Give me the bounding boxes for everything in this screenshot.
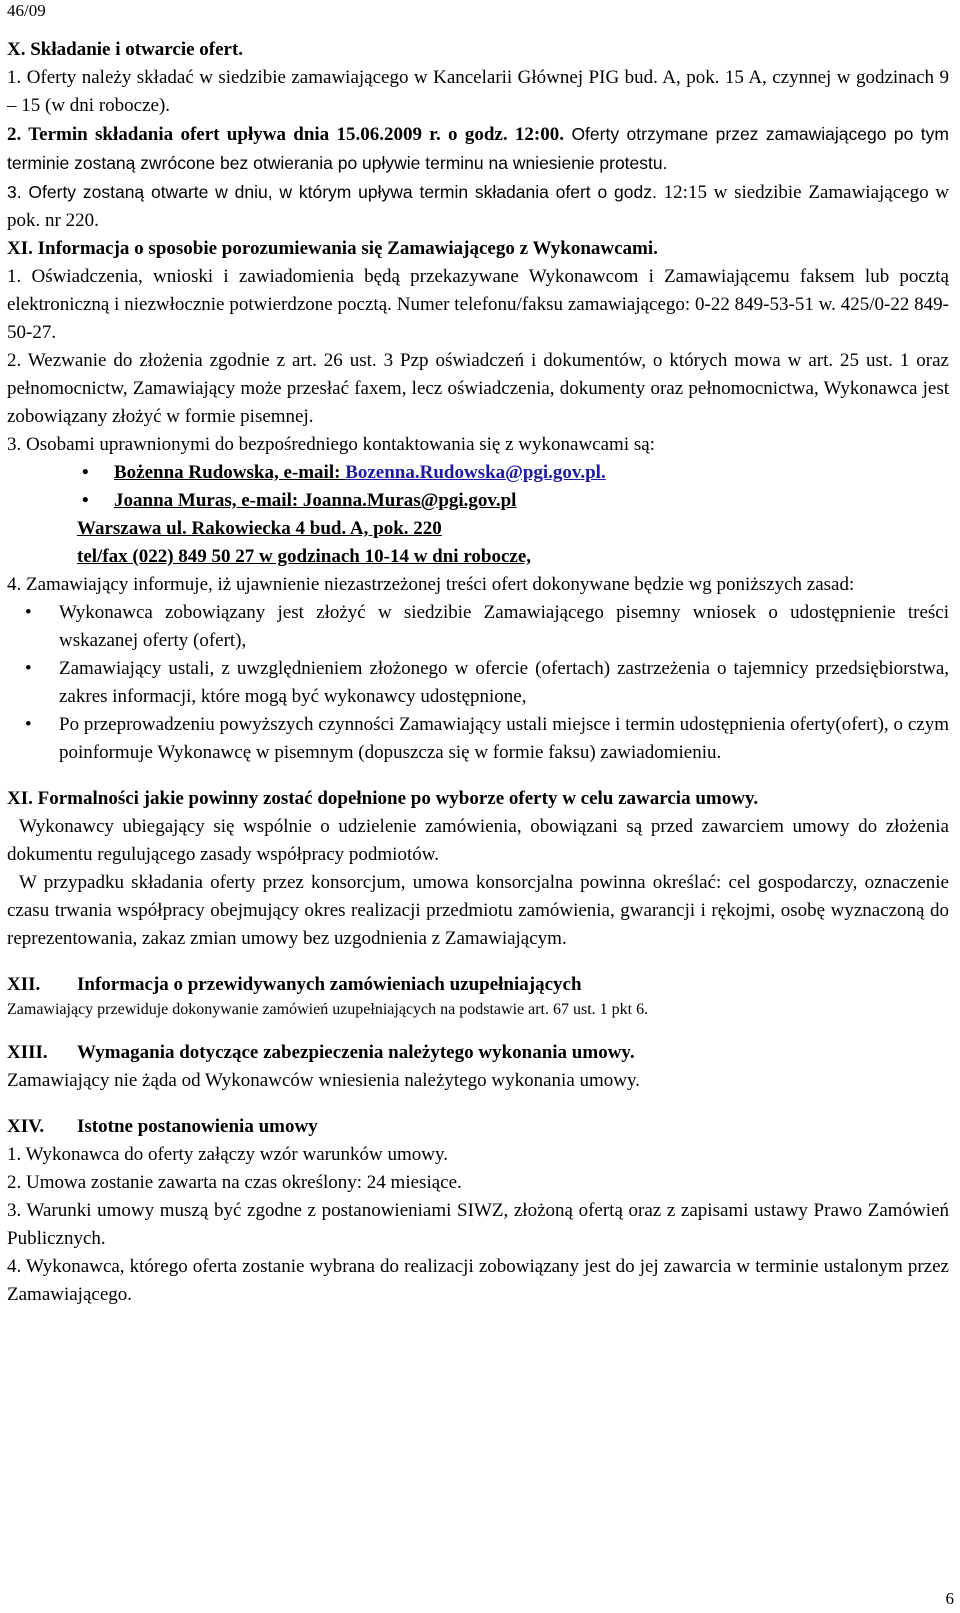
section-xiv-number: XIV. bbox=[7, 1116, 45, 1137]
contact-address: Warszawa ul. Rakowiecka 4 bud. A, pok. 220 bbox=[77, 518, 442, 539]
section-xiii-title: Wymagania dotyczące zabezpieczenia należytego wykonania umowy. bbox=[77, 1042, 635, 1063]
document-body bbox=[7, 36, 949, 1309]
bullet-icon: • bbox=[25, 714, 32, 735]
contact-phone: tel/fax (022) 849 50 27 w godzinach 10-14 w dni robocze, bbox=[77, 546, 532, 567]
section-xii-paragraph: Zamawiający przewiduje dokonywanie zamówień uzupełniających na podstawie art. 67 ust. 1 pkt 6. bbox=[7, 1001, 649, 1018]
contact-1-email-link[interactable]: Bozenna.Rudowska@pgi.gov.pl. bbox=[345, 462, 606, 483]
section-xi-heading: XI. Informacja o sposobie porozumiewania się Zamawiającego z Wykonawcami. bbox=[7, 238, 658, 259]
disclosure-rule-text: Wykonawca zobowiązany jest złożyć w siedzibie Zamawiającego pisemny wniosek o udostępnienie treści wskazanej oferty (ofert), bbox=[59, 602, 949, 651]
bullet-icon: • bbox=[82, 490, 89, 511]
contract-term-4: 4. Wykonawca, którego oferta zostanie wybrana do realizacji zobowiązany jest do jej zawarcia w terminie ustalonym przez Zamawiającego. bbox=[7, 1256, 949, 1305]
disclosure-rule-1 bbox=[7, 599, 949, 655]
section-x-item-3-rest: 12:15 w siedzibie Zamawiającego w pok. nr 220. bbox=[7, 182, 950, 231]
section-xii-heading bbox=[7, 971, 949, 999]
contract-term-3: 3. Warunki umowy muszą być zgodne z postanowieniami SIWZ, złożoną ofertą oraz z zapisami ustawy Prawo Zamówień Publicznych. bbox=[7, 1200, 949, 1249]
section-xiii-number: XIII. bbox=[7, 1042, 48, 1063]
bullet-icon: • bbox=[25, 602, 32, 623]
section-x-item-2 bbox=[7, 120, 949, 178]
section-xi-item-1: 1. Oświadczenia, wnioski i zawiadomienia będą przekazywane Wykonawcom i Zamawiającemu faksem lub pocztą elektroniczną i niezwłocznie potwierdzone pocztą. Numer telefonu/faksu zamawiającego: 0-22 849-53-51 w. 425/0-22 849-50-27. bbox=[7, 266, 949, 343]
section-x-item-1: 1. Oferty należy składać w siedzibie zamawiającego w Kancelarii Głównej PIG bud. A, pok. 15 A, czynnej w godzinach 9 – 15 (w dni robocze). bbox=[7, 67, 949, 116]
formalities-paragraph-1: Wykonawcy ubiegający się wspólnie o udzielenie zamówienia, obowiązani są przed zawarciem umowy do złożenia dokumentu regulującego zasady współpracy podmiotów. bbox=[7, 816, 949, 865]
contact-1-name: Bożenna Rudowska, e-mail: bbox=[114, 462, 346, 483]
disclosure-rule-text: Po przeprowadzeniu powyższych czynności Zamawiający ustali miejsce i termin udostępnienia oferty(ofert), o czym poinformuje Wykonawcę w pisemnym (dopuszcza się w formie faksu) zawiadomieniu. bbox=[59, 714, 949, 763]
disclosure-rule-text: Zamawiający ustali, z uwzględnieniem złożonego w ofercie (ofertach) zastrzeżenia o tajemnicy przedsiębiorstwa, zakres informacji, które mogą być wykonawcy udostępnione, bbox=[59, 658, 949, 707]
section-x-heading: X. Składanie i otwarcie ofert. bbox=[7, 39, 244, 60]
page-reference: 46/09 bbox=[7, 1, 46, 20]
section-xiii-heading bbox=[7, 1039, 949, 1067]
section-xi-item-4: 4. Zamawiający informuje, iż ujawnienie niezastrzeżonej treści ofert dokonywane będzie wg poniższych zasad: bbox=[7, 574, 855, 595]
section-xi-item-3: 3. Osobami uprawnionymi do bezpośredniego kontaktowania się z wykonawcami są: bbox=[7, 434, 655, 455]
bullet-icon: • bbox=[25, 658, 32, 679]
section-xi-item-2: 2. Wezwanie do złożenia zgodnie z art. 26 ust. 3 Pzp oświadczeń i dokumentów, o których mowa w art. 25 ust. 1 oraz pełnomocnictw, Zamawiający może przesłać faxem, lecz oświadczenia, dokumenty oraz pełnomocnictwa, Wykonawca jest zobowiązany złożyć w formie pisemnej. bbox=[7, 350, 949, 427]
bullet-icon: • bbox=[82, 462, 89, 483]
page-number: 6 bbox=[945, 1589, 954, 1608]
contract-term-2: 2. Umowa zostanie zawarta na czas określony: 24 miesiące. bbox=[7, 1172, 462, 1193]
section-x-item-2-text: Oferty otrzymane przez zamawiającego po tym terminie zostaną zwrócone bez otwierania po upływie terminu na wniesienie protestu. bbox=[7, 124, 949, 173]
contact-person-1 bbox=[7, 459, 949, 487]
section-x-item-3 bbox=[7, 178, 949, 235]
section-xiv-title: Istotne postanowienia umowy bbox=[77, 1116, 318, 1137]
disclosure-rule-3 bbox=[7, 711, 949, 767]
contract-term-1: 1. Wykonawca do oferty załączy wzór warunków umowy. bbox=[7, 1144, 448, 1165]
section-xii-title: Informacja o przewidywanych zamówieniach uzupełniających bbox=[77, 974, 582, 995]
section-x-item-3-text: 3. Oferty zostaną otwarte w dniu, w którym upływa termin składania ofert o godz. bbox=[7, 182, 664, 202]
section-formalities-heading: XI. Formalności jakie powinny zostać dopełnione po wyborze oferty w celu zawarcia umowy. bbox=[7, 788, 759, 809]
section-xiii-paragraph: Zamawiający nie żąda od Wykonawców wniesienia należytego wykonania umowy. bbox=[7, 1070, 641, 1091]
section-xii-number: XII. bbox=[7, 974, 41, 995]
disclosure-rule-2 bbox=[7, 655, 949, 711]
submission-deadline: 2. Termin składania ofert upływa dnia 15.06.2009 r. o godz. 12:00. bbox=[7, 124, 565, 145]
section-xiv-heading bbox=[7, 1113, 949, 1141]
formalities-paragraph-2: W przypadku składania oferty przez konsorcjum, umowa konsorcjalna powinna określać: cel gospodarczy, oznaczenie czasu trwania współpracy obejmujący okres realizacji przedmiotu zamówienia, gwarancji i rękojmi, osobę wyznaczoną do reprezentowania, zakaz zmian umowy bez uzgodnienia z Zamawiającym. bbox=[7, 872, 949, 949]
contact-person-2 bbox=[7, 487, 949, 515]
contact-2-text: Joanna Muras, e-mail: Joanna.Muras@pgi.gov.pl bbox=[114, 490, 517, 511]
